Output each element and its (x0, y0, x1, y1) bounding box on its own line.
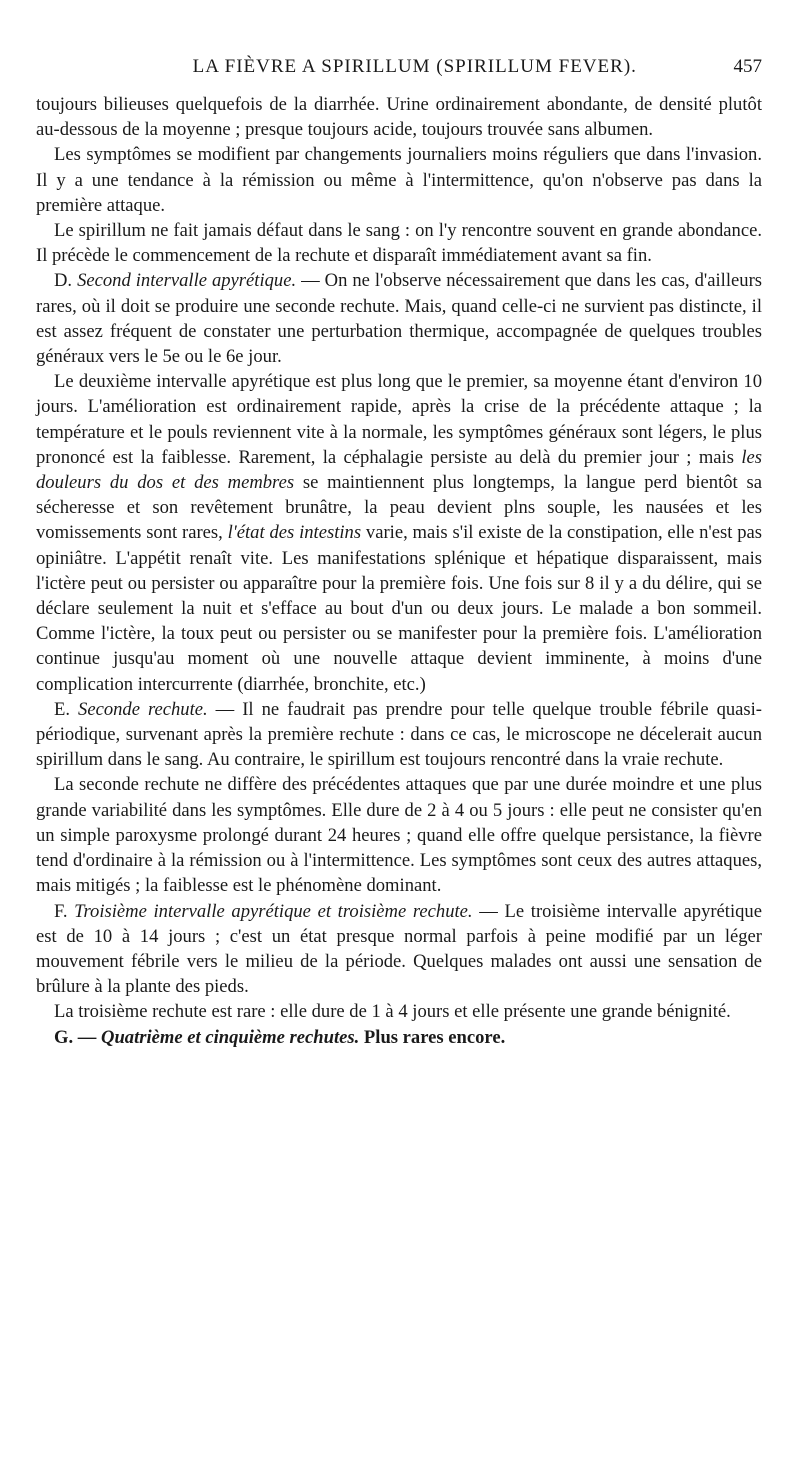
paragraph-text: La troisième rechute est rare : elle dure de 1 à 4 jours et elle présente une grande bénignité. (54, 1001, 731, 1023)
paragraph-9 (36, 999, 762, 1024)
section-title: Quatrième et cinquième rechutes. (101, 1026, 360, 1048)
paragraph-text: — Il ne faudrait pas prendre pour telle quelque trouble fébrile quasi-périodique, survenant après la première rechute : dans ce cas, le microscope ne décelerait aucun spirillum dans le sang. Au contraire, le spirillum est toujours rencontré dans la vraie rechute. (36, 698, 763, 771)
section-e-paragraph (36, 697, 762, 773)
paragraph-text: Les symptômes se modifient par changements journaliers moins réguliers que dans l'invasion. Il y a une tendance à la rémission ou même à l'intermittence, qu'on n'observe pas dans la première attaque. (36, 144, 762, 216)
section-letter: G. (54, 1026, 74, 1048)
paragraph-text: Plus rares encore. (359, 1026, 506, 1048)
paragraph-text: — Le troisième intervalle apyrétique est de 10 à 14 jours ; c'est un état presque normal parfois à peine modifié par un léger mouvement fébrile vers le milieu de la période. Quelques malades ont aussi une sensation de brûlure à la plante des pieds. (36, 900, 762, 998)
paragraph-text: varie, mais s'il existe de la constipation, elle n'est pas opiniâtre. L'appétit renaît vite. Les manifestations splénique et hépatique disparaissent, mais l'ictère peut ou persister ou apparaître pour la première fois. Une fois sur 8 il y a du délire, qui se déclare seulement la nuit et s'efface au bout d'un ou deux jours. Le malade a bon sommeil. Comme l'ictère, la toux peut ou persister ou se manifester pour la première fois. L'amélioration continue jusqu'au moment où une nouvelle attaque devient imminente, à moins d'une complication intercurrente (diarrhée, bronchite, etc.) (36, 522, 762, 695)
italic-phrase: les douleurs du dos et des membres (36, 446, 762, 494)
section-dash: — (77, 1026, 97, 1048)
paragraph-text: se maintiennent plus longtemps, la langue perd bientôt sa sécheresse et son revêtement brunâtre, la peau devient plns souple, les nausées et les vomissements sont rares, (36, 472, 763, 544)
paragraph-1 (36, 92, 762, 142)
section-letter: D. (54, 270, 73, 292)
page-number: 457 (733, 56, 762, 77)
running-title: LA FIÈVRE A SPIRILLUM (SPIRILLUM FEVER). (192, 56, 637, 77)
paragraph-text: toujours bilieuses quelquefois de la diarrhée. Urine ordinairement abondante, de densité plutôt au-dessous de la moyenne ; presque toujours acide, toujours trouvée sans albumen. (36, 94, 762, 141)
section-letter: F. (54, 900, 68, 922)
section-letter: E. (54, 698, 71, 720)
italic-phrase: l'état des intestins (227, 522, 362, 544)
paragraph-7 (36, 772, 762, 898)
paragraph-text: Le spirillum ne fait jamais défaut dans le sang : on l'y rencontre souvent en grande abondance. Il précède le commencement de la rechute et disparaît immédiatement avant sa fin. (36, 220, 762, 267)
page-header (36, 56, 762, 78)
section-g-paragraph (36, 1025, 762, 1050)
section-title: Seconde rechute. (78, 698, 208, 720)
paragraph-text: — On ne l'observe nécessairement que dans les cas, d'ailleurs rares, où il doit se produire une seconde rechute. Mais, quand celle-ci ne survient pas distincte, il est assez fréquent de constater une perturbation thermique, accompagnée de quelques troubles généraux vers le 5e ou le 6e jour. (36, 270, 762, 368)
paragraph-text: La seconde rechute ne diffère des précédentes attaques que par une durée moindre et une plus grande variabilité dans les symptômes. Elle dure de 2 à 4 ou 5 jours : elle peut ne consister qu'en un simple paroxysme prolongé durant 24 heures ; quand elle offre quelque persistance, la fièvre tend d'ordinaire à la rémission ou à l'intermittence. Les symptômes sont ceux des autres attaques, mais mitigés ; la faiblesse est le phénomène dominant. (36, 774, 762, 897)
paragraph-5 (36, 369, 762, 697)
paragraph-3 (36, 218, 762, 268)
section-f-paragraph (36, 899, 762, 1000)
book-page (36, 56, 762, 1050)
section-title: Second intervalle apyrétique. (77, 270, 297, 292)
paragraph-2 (36, 142, 762, 218)
paragraph-text: Le deuxième intervalle apyrétique est plus long que le premier, sa moyenne étant d'environ 10 jours. L'amélioration est ordinairement rapide, après la crise de la précédente attaque ; la température et le pouls reviennent vite à la normale, les symptômes généraux sont légers, le plus prononcé est la faiblesse. Rarement, la céphalagie persiste au delà du premier jour ; mais (36, 371, 762, 468)
section-title: Troisième intervalle apyrétique et troisième rechute. (74, 900, 473, 922)
section-d-paragraph (36, 268, 762, 369)
